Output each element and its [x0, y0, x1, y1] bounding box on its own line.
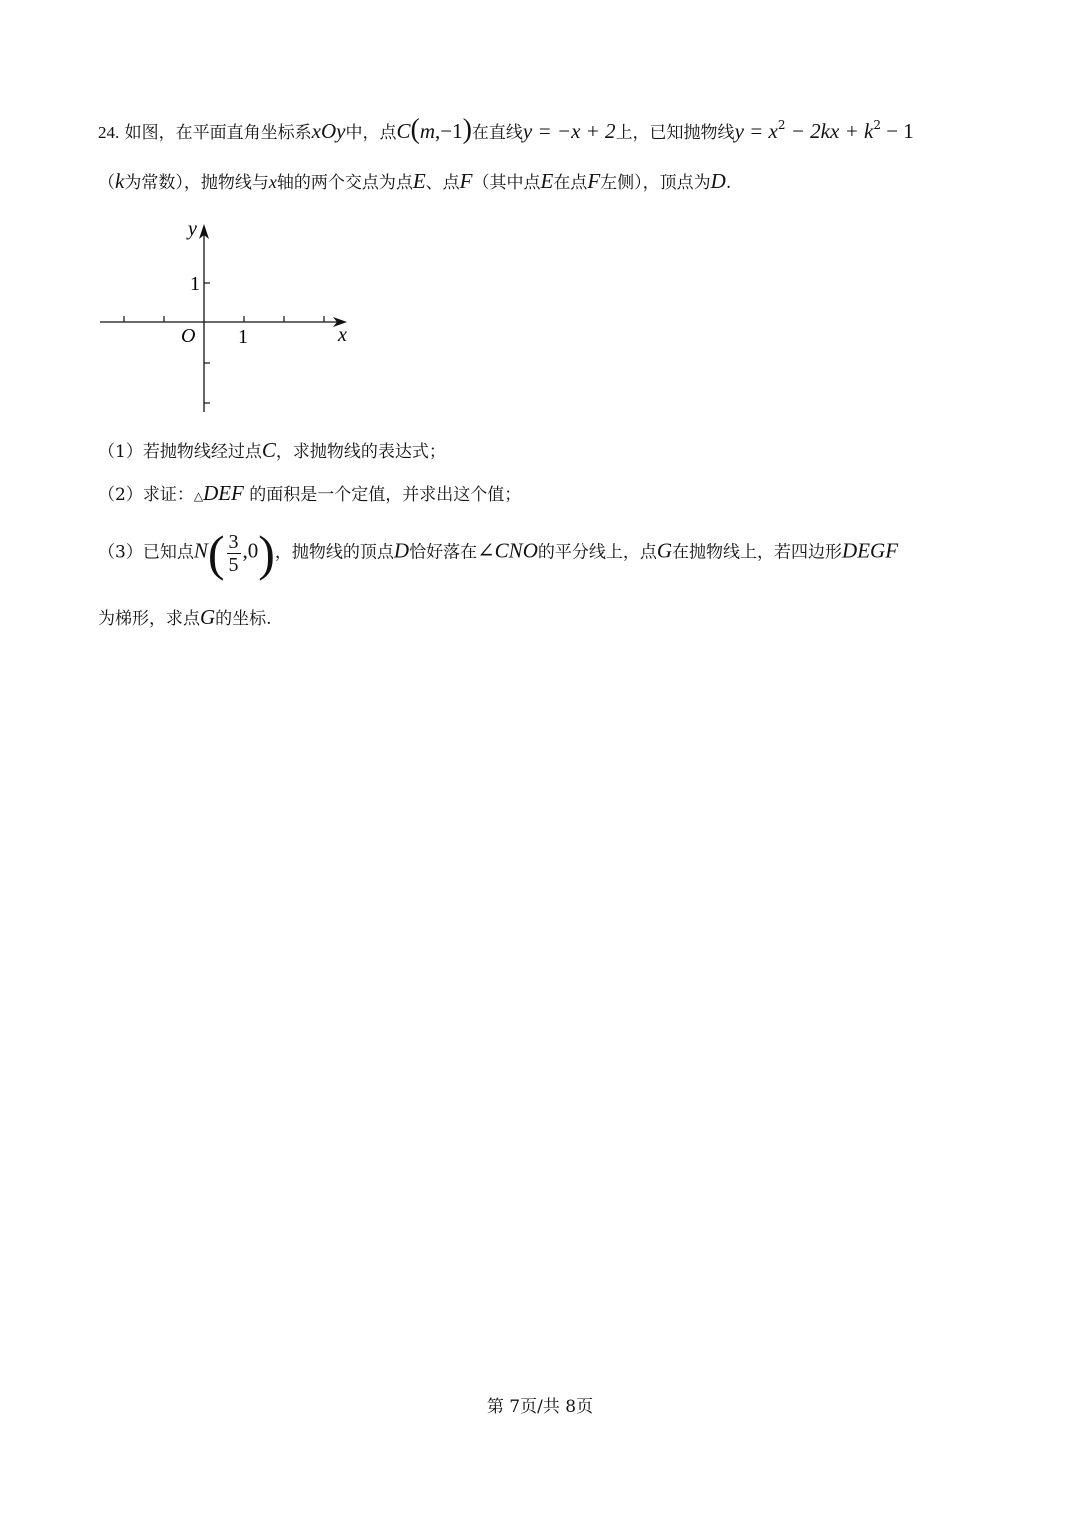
text: （1）若抛物线经过点 — [98, 442, 262, 462]
question-line-1 — [98, 114, 914, 146]
part-1 — [98, 437, 446, 463]
math-n: N — [193, 538, 208, 563]
text: 为常数），抛物线与 — [124, 173, 269, 193]
page-footer: 第 7页/共 8页 — [486, 1397, 594, 1417]
math-comma0: ,0 — [242, 538, 259, 563]
part-3-line-2 — [98, 604, 272, 630]
x-tick-label: 1 — [238, 326, 248, 348]
math-def: DEF — [203, 481, 244, 505]
text: 、点 — [425, 173, 460, 193]
math-f: F — [587, 169, 601, 193]
paren: ) — [462, 114, 472, 145]
text: 的坐标. — [215, 609, 272, 629]
math-e: E — [540, 169, 554, 193]
question-line-2 — [98, 168, 731, 194]
math-c: C — [261, 438, 276, 462]
math-x: x — [268, 172, 277, 192]
text: 在抛物线上，若四边形 — [672, 542, 843, 563]
text: 的面积是一个定值，并求出这个值； — [249, 485, 522, 505]
text: （其中点 — [472, 173, 541, 193]
text: 轴的两个交点为点 — [276, 173, 413, 193]
math-angle: ∠CNO — [477, 538, 538, 563]
sup-2: 2 — [777, 118, 786, 133]
text: 中，点 — [345, 123, 397, 143]
sup-2: 2 — [873, 118, 881, 133]
fraction-numerator: 3 — [228, 530, 239, 553]
text: 的平分线上，点 — [537, 542, 657, 563]
text: （2）求证： — [98, 485, 194, 505]
paren: ( — [207, 525, 225, 581]
fraction — [227, 531, 241, 576]
x-axis-label: x — [338, 324, 347, 346]
math-parabola-a: y = x — [734, 119, 778, 143]
math-parabola-c: − 1 — [880, 119, 914, 143]
fraction-denominator: 5 — [228, 553, 239, 576]
text: ，求抛物线的表达式； — [275, 442, 446, 462]
part-3 — [98, 524, 898, 582]
text: 恰好落在 — [409, 542, 478, 563]
math-m: m — [419, 119, 435, 143]
text: 为梯形，求点 — [98, 609, 200, 629]
text: . — [725, 173, 732, 193]
math-f: F — [459, 169, 473, 193]
text: 在点 — [553, 173, 588, 193]
triangle-symbol: △ — [193, 489, 204, 503]
math-line-eq: y = −x + 2 — [522, 119, 616, 143]
text: 如图，在平面直角坐标系 — [124, 123, 312, 143]
math-g: G — [200, 605, 216, 629]
math-k: k — [115, 169, 125, 193]
question-number: 24. — [98, 123, 120, 142]
math-g: G — [656, 538, 673, 563]
math-neg1: ,−1 — [434, 119, 463, 143]
math-point-c: C — [396, 119, 411, 143]
paren: ( — [410, 114, 420, 145]
text: ，抛物线的顶点 — [274, 542, 394, 563]
math-e: E — [412, 169, 426, 193]
math-d: D — [710, 169, 726, 193]
part-2 — [98, 480, 521, 506]
y-tick-label: 1 — [190, 273, 200, 295]
text: （3）已知点 — [98, 542, 194, 563]
y-axis-label: y — [188, 218, 197, 240]
math-parabola-b: − 2kx + k — [785, 119, 874, 143]
coordinate-graph — [95, 215, 365, 420]
text: 上，已知抛物线 — [615, 123, 735, 143]
math-degf: DEGF — [842, 538, 899, 563]
math-xoy: xOy — [311, 119, 346, 143]
text: 在直线 — [471, 123, 523, 143]
origin-label: O — [181, 325, 196, 347]
math-d: D — [393, 538, 410, 563]
text: （ — [98, 173, 115, 193]
text: 左侧），顶点为 — [600, 173, 711, 193]
paren: ) — [258, 525, 275, 581]
